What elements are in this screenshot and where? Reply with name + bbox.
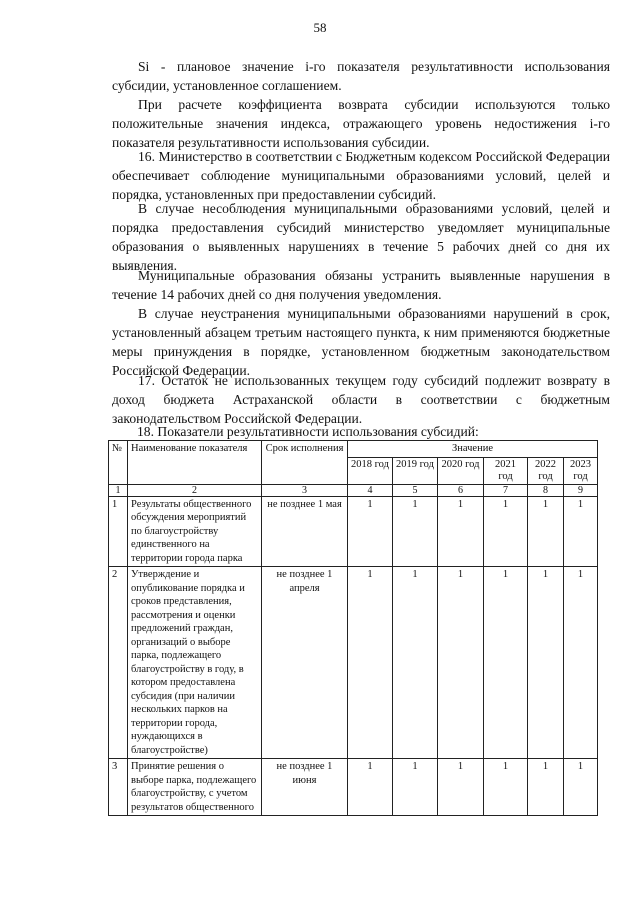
indicators-table: [108, 440, 598, 816]
paragraph-17: 17. Остаток не использованных текущем году субсидий подлежит возврату в доход бюджета Астраханской области в соответствии с бюджетным законодательством Российской Федерации.: [112, 373, 610, 426]
paragraph-si-definition: Si - плановое значение i-го показателя результативности использования субсидии, установленное соглашением.: [112, 59, 610, 93]
row-name: Принятие решения о выборе парка, подлежащего благоустройству, с учетом результатов общественного: [128, 759, 262, 816]
row-value: 1: [348, 759, 393, 816]
paragraph-16: 16. Министерство в соответствии с Бюджетным кодексом Российской Федерации обеспечивает соблюдение муниципальными образованиями условий, целей и порядка, установленных при предоставлении субсидий.: [112, 149, 610, 202]
header-name: Наименование показателя: [128, 441, 262, 485]
row-deadline: не позднее 1 апреля: [262, 567, 348, 759]
header-year: 2021 год: [484, 457, 528, 484]
header-year: 2019 год: [393, 457, 438, 484]
table-caption: 18. Показатели результативности использования субсидий:: [137, 424, 479, 439]
row-value: 1: [528, 496, 564, 567]
header-year: 2020 год: [438, 457, 484, 484]
row-name: Утверждение и опубликование порядка и сроков представления, рассмотрения и оценки предложений граждан, организаций о выборе парка, подлежащего благоустройству в году, в котором предоставлена субсидия (при наличии нескольких парков на территории города, нуждающихся в благоустройстве): [128, 567, 262, 759]
paragraph-obligation: Муниципальные образования обязаны устранить выявленные нарушения в течение 14 рабочих дней со дня получения уведомления.: [112, 268, 610, 302]
column-number: 8: [528, 484, 564, 496]
row-deadline: не позднее 1 мая: [262, 496, 348, 567]
row-num: 3: [109, 759, 128, 816]
row-value: 1: [528, 567, 564, 759]
header-deadline: Срок исполнения: [262, 441, 348, 485]
row-value: 1: [438, 567, 484, 759]
row-value: 1: [393, 496, 438, 567]
paragraph-non-compliance: В случае несоблюдения муниципальными образованиями условий, целей и порядка предоставления субсидий министерство уведомляет муниципальные образования о выявленных нарушениях в течение 5 рабочих дней со дня их выявления.: [112, 201, 610, 273]
table-row: [109, 759, 598, 816]
column-number: 4: [348, 484, 393, 496]
column-number: 1: [109, 484, 128, 496]
column-number: 7: [484, 484, 528, 496]
row-num: 1: [109, 496, 128, 567]
row-value: 1: [348, 567, 393, 759]
page-number: 58: [313, 20, 327, 35]
column-number: 2: [128, 484, 262, 496]
row-value: 1: [348, 496, 393, 567]
header-num: №: [109, 441, 128, 485]
table-row: [109, 567, 598, 759]
header-year: 2022 год: [528, 457, 564, 484]
column-number-row: [109, 484, 598, 496]
row-value: 1: [393, 759, 438, 816]
row-deadline: не позднее 1 июня: [262, 759, 348, 816]
paragraph-non-remedy: В случае неустранения муниципальными образованиями нарушений в срок, установленный абзацем третьим настоящего пункта, к ним применяются бюджетные меры принуждения в порядке, установленном бюджетным законодательством Российской Федерации.: [112, 306, 610, 378]
row-value: 1: [393, 567, 438, 759]
row-num: 2: [109, 567, 128, 759]
table-row: [109, 496, 598, 567]
column-number: 9: [564, 484, 598, 496]
header-value: Значение: [348, 441, 598, 458]
column-number: 5: [393, 484, 438, 496]
row-value: 1: [528, 759, 564, 816]
paragraph-return-coefficient: При расчете коэффициента возврата субсидии используются только положительные значения индекса, отражающего уровень недостижения i-го показателя результативности использования субсидии.: [112, 97, 610, 150]
row-value: 1: [438, 496, 484, 567]
row-value: 1: [564, 759, 598, 816]
header-year: 2023 год: [564, 457, 598, 484]
header-row: [109, 441, 598, 458]
row-value: 1: [484, 496, 528, 567]
row-name: Результаты общественного обсуждения мероприятий по благоустройству единственного на территории города парка: [128, 496, 262, 567]
row-value: 1: [564, 496, 598, 567]
row-value: 1: [564, 567, 598, 759]
row-value: 1: [484, 759, 528, 816]
column-number: 6: [438, 484, 484, 496]
row-value: 1: [438, 759, 484, 816]
column-number: 3: [262, 484, 348, 496]
row-value: 1: [484, 567, 528, 759]
header-year: 2018 год: [348, 457, 393, 484]
